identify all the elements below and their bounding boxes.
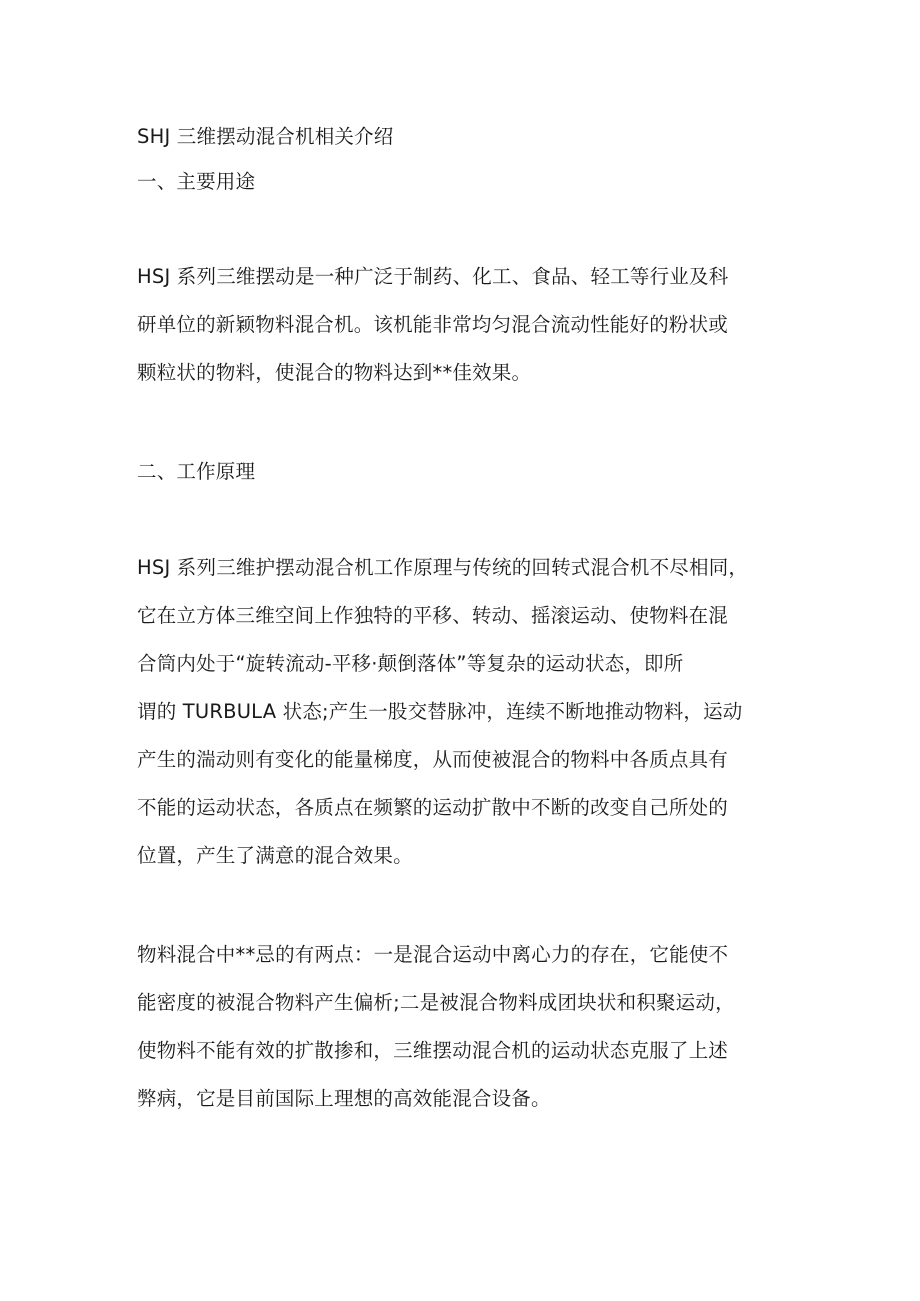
paragraph-line: 谓的 TURBULA 状态;产生一股交替脉冲，连续不断地推动物料，运动 <box>137 700 743 723</box>
paragraph-line: 能密度的被混合物料产生偏析;二是被混合物料成团块状和积聚运动， <box>137 991 735 1014</box>
paragraph-line: 使物料不能有效的扩散掺和，三维摆动混合机的运动状态克服了上述 <box>137 1039 729 1062</box>
paragraph-line: 颗粒状的物料，使混合的物料达到**佳效果。 <box>137 361 532 384</box>
paragraph-line: 研单位的新颖物料混合机。该机能非常均匀混合流动性能好的粉状或 <box>137 313 729 336</box>
section-heading-working-principle: 二、工作原理 <box>137 460 256 483</box>
paragraph-line: 它在立方体三维空间上作独特的平移、转动、摇滚运动、使物料在混 <box>137 604 729 627</box>
paragraph-line: 产生的湍动则有变化的能量梯度，从而使被混合的物料中各质点具有 <box>137 748 729 771</box>
paragraph-line: 弊病，它是目前国际上理想的高效能混合设备。 <box>137 1087 551 1110</box>
paragraph-line: 不能的运动状态，各质点在频繁的运动扩散中不断的改变自己所处的 <box>137 796 729 819</box>
paragraph-line: HSJ 系列三维护摆动混合机工作原理与传统的回转式混合机不尽相同， <box>137 556 749 579</box>
paragraph-line: HSJ 系列三维摆动是一种广泛于制药、化工、食品、轻工等行业及科 <box>137 265 729 288</box>
paragraph-line: 位置，产生了满意的混合效果。 <box>137 844 413 867</box>
section-heading-main-use: 一、主要用途 <box>137 170 256 193</box>
document-title: SHJ 三维摆动混合机相关介绍 <box>137 125 394 148</box>
paragraph-line: 物料混合中**忌的有两点：一是混合运动中离心力的存在，它能使不 <box>137 943 729 966</box>
paragraph-line: 合筒内处于“旋转流动-平移·颠倒落体”等复杂的运动状态，即所 <box>137 652 684 675</box>
